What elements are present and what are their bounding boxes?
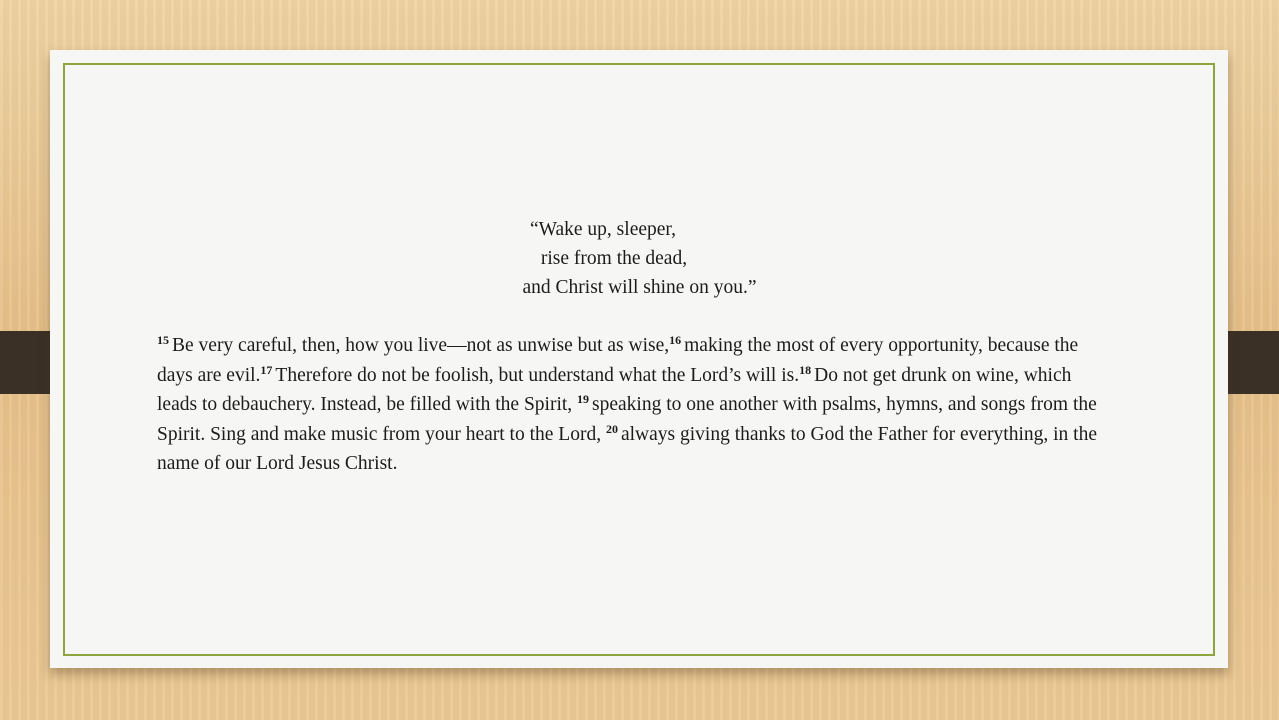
verse-number-16: 16 — [669, 333, 682, 347]
verse-number-17: 17 — [260, 362, 273, 377]
verse-number-20: 20 — [605, 421, 618, 436]
poem-quote — [50, 215, 1228, 302]
verse-number-15: 15 — [157, 333, 169, 347]
verse-number-18: 18 — [799, 362, 812, 377]
verse-text-20: always giving thanks to God the Father for everything, in the name of our Lord Jesus Christ. — [157, 423, 1097, 474]
verse-text-18: Do not get drunk on wine, which leads to debauchery. Instead, be filled with the Spirit, — [157, 364, 1072, 415]
verse-text-19: speaking to one another with psalms, hymns, and songs from the Spirit. Sing and make music from your heart to the Lord, — [157, 394, 1097, 445]
poem-line-1: “Wake up, sleeper, — [530, 219, 676, 240]
verse-number-19: 19 — [577, 392, 590, 406]
verse-text-15: Be very careful, then, how you live—not as unwise but as wise, — [172, 335, 670, 356]
poem-line-2: rise from the dead, — [540, 248, 688, 269]
verse-text-17: Therefore do not be foolish, but understand what the Lord’s will is. — [275, 364, 800, 386]
verse-text-16: making the most of every opportunity, because the days are evil. — [157, 335, 1079, 386]
scripture-passage — [157, 331, 1107, 479]
slide-card — [50, 50, 1228, 668]
poem-line-3: and Christ will shine on you.” — [522, 277, 757, 298]
